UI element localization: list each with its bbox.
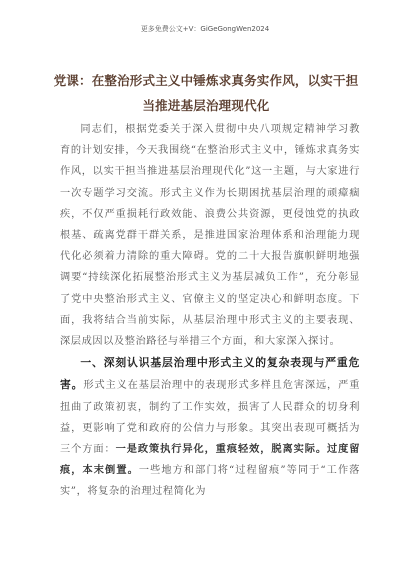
- section-one-heading: 一、深刻认识基层治理中形式主义的复杂表现与严重危害。: [60, 356, 360, 392]
- section-one-continuation: 一些地方和部门将“过程留痕”等同于“工作落实”，将复杂的治理过程简化为: [60, 465, 360, 498]
- section-one-text: 形式主义在基层治理中的表现形式多样且危害深远，严重扭曲了政策初衷，制约了工作实效，损害了人民群众的切身利益，更影响了党和政府的公信力与形象。其突出表现可概括为三个方面：: [60, 380, 360, 456]
- opening-paragraph: 同志们，根据党委关于深入贯彻中央八项规定精神学习教育的计划安排，今天我围绕“在整治形式主义中，锤炼求真务实作风，以实干担当推进基层治理现代化”这一主题，与大家进行一次专题学习交流。形式主义作为长期困扰基层治理的顽瘴痼疾，不仅严重损耗行政效能、浪费公共资源，更侵蚀党的执政根基、疏离党群干群关系，是推进国家治理体系和治理能力现代化必须着力清除的重大障碍。党的二十大报告旗帜鲜明地强调要“持续深化拓展整治形式主义为基层减负工作”，充分彰显了党中央整治形式主义、官僚主义的坚定决心和鲜明态度。下面，我将结合当前实际，从基层治理中形式主义的主要表现、深层成因以及整治路径与举措三个方面，和大家深入探讨。: [60, 124, 360, 348]
- document-title: 党课：在整治形式主义中锤炼求真务实作风，以实干担当推进基层治理现代化: [53, 73, 359, 113]
- section-one-paragraph: [60, 352, 360, 502]
- document-body: [60, 119, 360, 503]
- watermark-text: 更多免费公文+V：GiGeGongWen2024: [140, 25, 270, 33]
- section-one-point-one: 一是政策执行异化，重痕轻效，脱离实际。过度留痕，本末倒置。: [60, 443, 361, 477]
